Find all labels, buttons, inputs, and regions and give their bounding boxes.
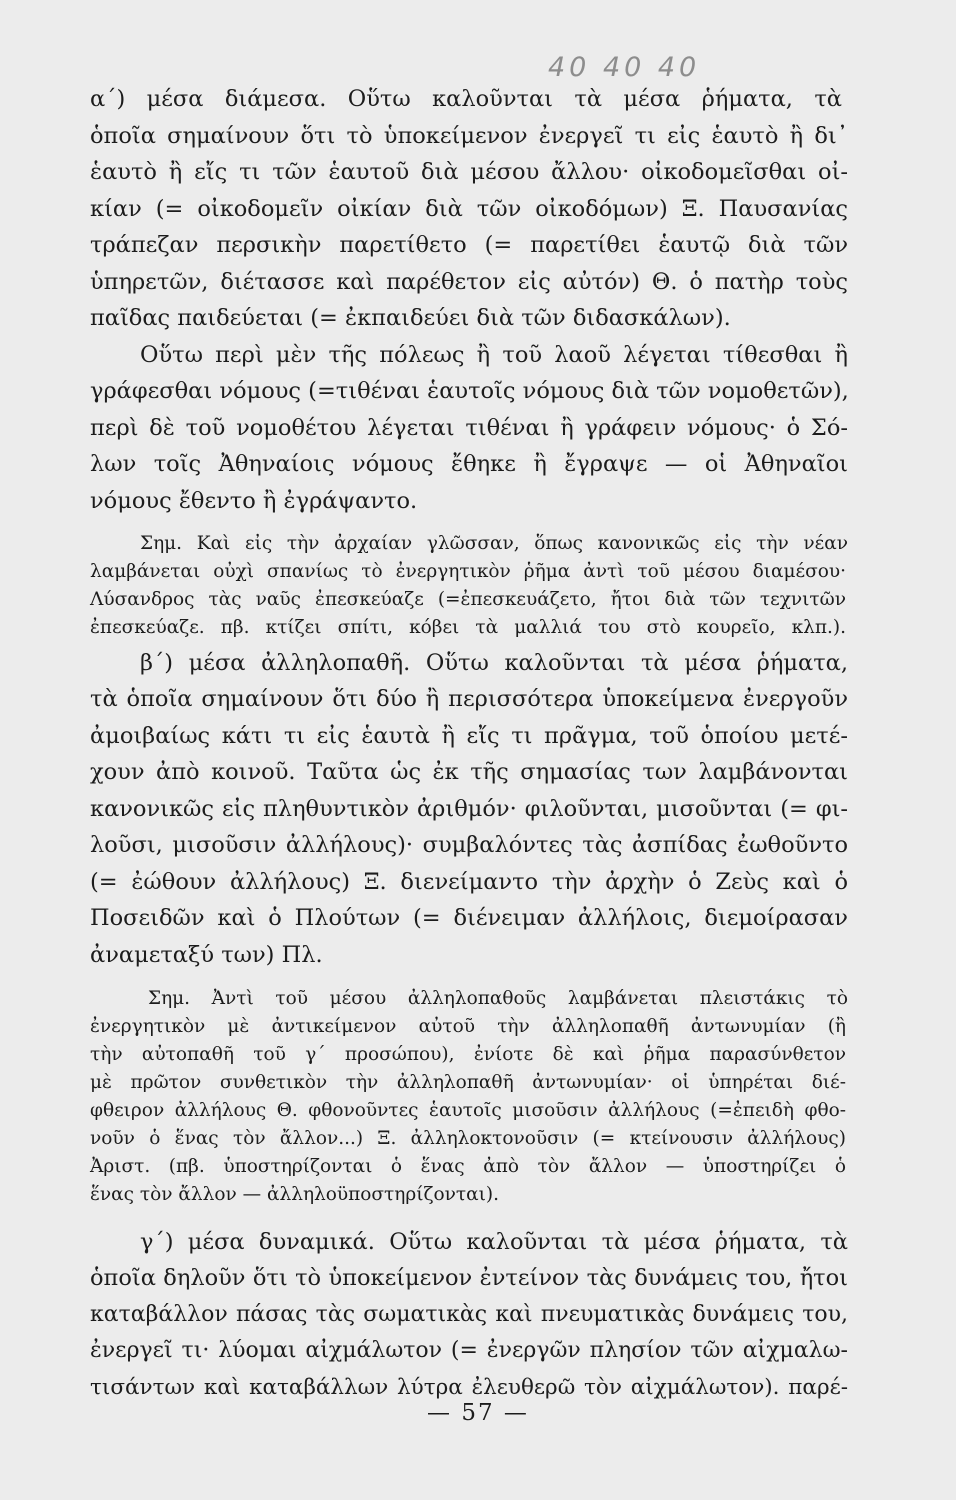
section-a-line: γράφεσθαι νόμους (=τιθέναι ἑαυτοῖς νόμους διὰ τῶν νομοθετῶν),: [90, 378, 849, 404]
section-b-line: χουν ἀπὸ κοινοῦ. Ταῦτα ὡς ἐκ τῆς σημασίας των λαμβάνονται: [90, 759, 848, 785]
section-b-line: (= ἐώθουν ἀλλήλους) Ξ. διενείμαντο τὴν ἀρχὴν ὁ Ζεὺς καὶ ὁ: [90, 869, 848, 895]
note-2-line: ἐνεργητικὸν μὲ ἀντικείμενον αὐτοῦ τὴν ἀλληλοπαθῆ ἀντωνυμίαν (ἢ: [90, 1016, 846, 1037]
section-b-line: ἀναμεταξύ των) Πλ.: [90, 942, 323, 968]
section-b-line: Ποσειδῶν καὶ ὁ Πλούτων (= διένειμαν ἀλλήλοις, διεμοίρασαν: [90, 905, 848, 931]
note-2-line: μὲ πρῶτον συνθετικὸν τὴν ἀλληλοπαθῆ ἀντωνυμίαν· οἱ ὑπηρέται διέ-: [90, 1072, 846, 1093]
page-number: — 57 —: [427, 1400, 529, 1426]
note-2-line: φθειρον ἀλλήλους Θ. φθονοῦντες ἑαυτοῖς μισοῦσιν ἀλλήλους (=ἐπειδὴ φθο-: [90, 1100, 846, 1121]
note-1-line: Σημ. Καὶ εἰς τὴν ἀρχαίαν γλῶσσαν, ὅπως κανονικῶς εἰς τὴν νέαν: [140, 533, 848, 554]
section-a-line: κίαν (= οἰκοδομεῖν οἰκίαν διὰ τῶν οἰκοδόμων) Ξ. Παυσανίας: [90, 196, 848, 222]
section-b-line: λοῦσι, μισοῦσιν ἀλλήλους)· συμβαλόντες τὰς ἀσπίδας ἐωθοῦντο: [90, 832, 848, 858]
note-1-line: λαμβάνεται οὐχὶ σπανίως τὸ ἐνεργητικὸν ῥῆμα ἀντὶ τοῦ μέσου διαμέσου·: [90, 561, 846, 582]
section-c-line: καταβάλλον πάσας τὰς σωματικὰς καὶ πνευματικὰς δυνάμεις του,: [90, 1302, 848, 1327]
section-a-line: ὁποῖα σημαίνουν ὅτι τὸ ὑποκείμενον ἐνεργεῖ τι εἰς ἑαυτὸ ἢ δι᾿: [90, 123, 848, 149]
section-a-line: νόμους ἔθεντο ἢ ἐγράψαντο.: [90, 488, 418, 514]
section-a-line: περὶ δὲ τοῦ νομοθέτου λέγεται τιθέναι ἢ γράφειν νόμους· ὁ Σό-: [90, 415, 848, 441]
section-b-line: ἀμοιβαίως κάτι τι εἰς ἑαυτὰ ἢ εἴς τι πρᾶγμα, τοῦ ὁποίου μετέ-: [90, 723, 848, 749]
section-a-line: ἑαυτὸ ἢ εἴς τι τῶν ἑαυτοῦ διὰ μέσου ἄλλου· οἰκοδομεῖσθαι οἰ-: [90, 159, 848, 185]
note-2-line: ἕνας τὸν ἄλλον — ἀλληλοϋποστηρίζονται).: [90, 1184, 499, 1205]
note-2-line: τὴν αὐτοπαθῆ τοῦ γ΄ προσώπου), ἐνίοτε δὲ καὶ ῥῆμα παρασύνθετον: [90, 1044, 846, 1065]
section-a-line: ὑπηρετῶν, διέτασσε καὶ παρέθετον εἰς αὐτόν) Θ. ὁ πατὴρ τοὺς: [90, 269, 848, 295]
note-2-line: Ἀριστ. (πβ. ὑποστηρίζονται ὁ ἕνας ἀπὸ τὸν ἄλλον — ὑποστηρίζει ὁ: [90, 1156, 846, 1177]
note-1-line: Λύσανδρος τὰς ναῦς ἐπεσκεύαζε (=ἐπεσκευάζετο, ἤτοι διὰ τῶν τεχνιτῶν: [90, 589, 846, 610]
section-b-line: κανονικῶς εἰς πληθυντικὸν ἀριθμόν· φιλοῦνται, μισοῦνται (= φι-: [90, 796, 848, 822]
section-a-line: λων τοῖς Ἀθηναίοις νόμους ἔθηκε ἢ ἔγραψε — οἱ Ἀθηναῖοι: [90, 451, 848, 477]
note-2-line: νοῦν ὁ ἕνας τὸν ἄλλον...) Ξ. ἀλληλοκτονοῦσιν (= κτείνουσιν ἀλλήλους): [90, 1128, 846, 1149]
pencil-annotation: 40 40 40: [548, 52, 701, 83]
section-a-line: Οὕτω περὶ μὲν τῆς πόλεως ἢ τοῦ λαοῦ λέγεται τίθεσθαι ἢ: [140, 342, 848, 368]
section-b-line: τὰ ὁποῖα σημαίνουν ὅτι δύο ἢ περισσότερα ὑποκείμενα ἐνεργοῦν: [90, 686, 848, 712]
section-c-heading-line: γ΄) μέσα δυναμικά. Οὕτω καλοῦνται τὰ μέσα ῥήματα, τὰ: [140, 1229, 848, 1255]
section-c-line: τισάντων καὶ καταβάλλων λύτρα ἐλευθερῶ τὸν αἰχμάλωτον). παρέ-: [90, 1375, 848, 1400]
section-a-line: τράπεζαν περσικὴν παρετίθετο (= παρετίθει ἑαυτῷ διὰ τῶν: [90, 232, 848, 258]
section-a-line: παῖδας παιδεύεται (= ἐκπαιδεύει διὰ τῶν διδασκάλων).: [90, 305, 731, 331]
section-a-heading-line: α΄) μέσα διάμεσα. Οὕτω καλοῦνται τὰ μέσα ῥήματα, τὰ: [90, 86, 842, 112]
note-1-line: ἐπεσκεύαζε. πβ. κτίζει σπίτι, κόβει τὰ μαλλιά του στὸ κουρεῖο, κλπ.).: [90, 617, 846, 638]
section-c-line: ἐνεργεῖ τι· λύομαι αἰχμάλωτον (= ἐνεργῶν πλησίον τῶν αἰχμαλω-: [90, 1338, 848, 1363]
section-c-line: ὁποῖα δηλοῦν ὅτι τὸ ὑποκείμενον ἐντείνον τὰς δυνάμεις του, ἤτοι: [90, 1265, 848, 1291]
section-b-heading-line: β΄) μέσα ἀλληλοπαθῆ. Οὕτω καλοῦνται τὰ μέσα ῥήματα,: [140, 650, 848, 676]
note-2-line: Σημ. Ἀντὶ τοῦ μέσου ἀλληλοπαθοῦς λαμβάνεται πλειστάκις τὸ: [148, 988, 848, 1009]
